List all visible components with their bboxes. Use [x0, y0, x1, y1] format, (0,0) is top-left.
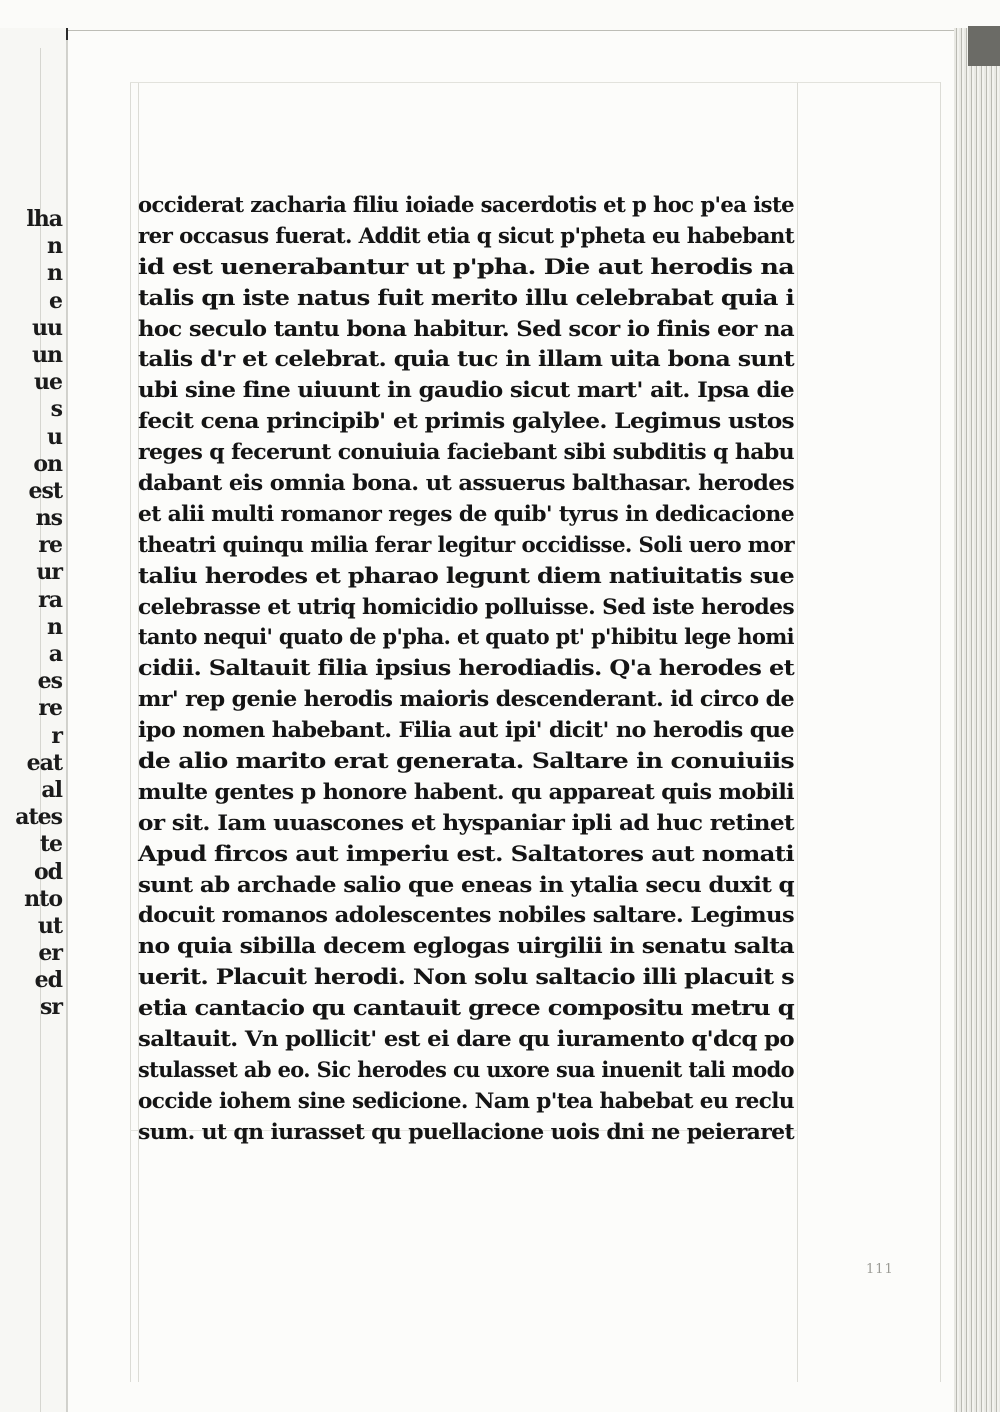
manuscript-line: uerit. Placuit herodi. Non solu saltacio illi placuit s	[138, 964, 794, 990]
previous-page-line: on	[33, 450, 62, 477]
manuscript-line: talis d'r et celebrat. quia tuc in illam uita bona sunt	[138, 346, 794, 372]
previous-page	[0, 28, 68, 1412]
manuscript-line: talis qn iste natus fuit merito illu celebrabat quia i	[138, 284, 794, 310]
manuscript-line: docuit romanos adolescentes nobiles saltare. Legimus	[138, 902, 794, 928]
manuscript-line: id est uenerabantur ut p'pha. Die aut herodis na	[138, 253, 794, 279]
manuscript-line: reges q fecerunt conuiuia faciebant sibi subditis q habu	[138, 439, 794, 465]
manuscript-line: rer occasus fuerat. Addit etia q sicut p'pheta eu habebant	[138, 222, 794, 248]
manuscript-line: Apud fircos aut imperiu est. Saltatores aut nomati	[138, 840, 794, 866]
manuscript-line: sunt ab archade salio que eneas in ytalia secu duxit q	[138, 871, 794, 897]
previous-page-line: ur	[36, 559, 62, 586]
previous-page-line: uu	[32, 314, 62, 341]
manuscript-line: et alii multi romanor reges de quib' tyrus in dedicacione	[138, 500, 794, 526]
previous-page-line: re	[38, 532, 62, 559]
outer-ruling-right	[940, 82, 941, 1382]
manuscript-line: multe gentes p honore habent. qu appareat quis mobili	[138, 778, 794, 804]
manuscript-line: dabant eis omnia bona. ut assuerus balthasar. herodes	[138, 470, 794, 496]
manuscript-line: stulasset ab eo. Sic herodes cu uxore sua inuenit tali modo	[138, 1056, 794, 1082]
manuscript-line: fecit cena principib' et primis galylee. Legimus ustos	[138, 408, 794, 434]
margin-ruling-left	[130, 82, 131, 1382]
manuscript-line: etia cantacio qu cantauit grece compositu metru q	[138, 995, 794, 1021]
manuscript-line: theatri quinqu milia ferar legitur occidisse. Soli uero mor	[138, 531, 794, 557]
previous-page-line: eat	[26, 749, 62, 776]
manuscript-line: taliu herodes et pharao legunt diem natiuitatis sue	[138, 562, 794, 588]
manuscript-line: tanto nequi' quato de p'pha. et quato pt' p'hibitu lege homi	[138, 624, 794, 650]
previous-page-line: ates	[15, 804, 62, 831]
previous-page-line: a	[48, 641, 62, 667]
previous-page-line: ra	[38, 586, 62, 613]
previous-page-line: e	[49, 287, 62, 314]
manuscript-line: de alio marito erat generata. Saltare in conuiuiis	[138, 748, 794, 774]
previous-page-line: te	[39, 831, 62, 858]
previous-page-line: al	[41, 776, 62, 803]
folio-number: 111	[866, 1262, 894, 1277]
manuscript-line: occide iohem sine sedicione. Nam p'tea habebat eu reclu	[138, 1087, 794, 1113]
manuscript-line: hoc seculo tantu bona habitur. Sed scor io finis eor na	[138, 315, 794, 341]
previous-page-line: ed	[34, 967, 62, 994]
manuscript-line: sum. ut qn iurasset qu puellacione uois dni ne peieraret	[138, 1118, 795, 1144]
previous-page-line: nto	[24, 885, 62, 912]
previous-page-line: ue	[34, 369, 62, 396]
previous-page-line: re	[38, 695, 62, 722]
previous-page-line: ut	[37, 912, 62, 939]
previous-page-line: ns	[35, 505, 62, 532]
book-block-edges	[954, 28, 1000, 1412]
manuscript-line: occiderat zacharia filiu ioiade sacerdotis et p hoc p'ea iste	[138, 192, 794, 217]
manuscript-line: or sit. Iam uuascones et hyspaniar ipli ad huc retinet	[138, 809, 795, 835]
previous-page-line: n	[47, 613, 62, 640]
manuscript-line: mr' rep genie herodis maioris descenderant. id circo de	[138, 686, 794, 712]
previous-page-line: lha	[26, 206, 62, 232]
manuscript-line: ubi sine fine uiuunt in gaudio sicut mart' ait. Ipsa die	[138, 377, 794, 403]
previous-page-line: sr	[40, 994, 62, 1021]
previous-page-line: n	[47, 233, 62, 260]
previous-page-line: u	[47, 423, 62, 450]
manuscript-line: celebrasse et utriq homicidio polluisse. Sed iste herodes	[138, 593, 794, 619]
previous-page-line: od	[33, 858, 62, 885]
manuscript-line: ipo nomen habebant. Filia aut ipi' dicit' no herodis que	[138, 717, 794, 743]
previous-page-line: es	[37, 668, 62, 695]
previous-page-line: s	[50, 396, 62, 423]
top-ruling	[130, 82, 940, 83]
previous-page-line: er	[38, 940, 62, 967]
manuscript-text-block	[138, 190, 798, 1148]
previous-page-line: r	[51, 722, 62, 749]
previous-page-line: un	[32, 341, 62, 368]
previous-page-line: est	[28, 477, 62, 504]
previous-page-line: n	[47, 260, 62, 287]
previous-page-text	[2, 206, 62, 1022]
manuscript-line: saltauit. Vn pollicit' est ei dare qu iuramento q'dcq po	[138, 1026, 794, 1052]
manuscript-line: cidii. Saltauit filia ipsius herodiadis. Q'a herodes et	[138, 655, 794, 681]
manuscript-line: no quia sibilla decem eglogas uirgilii in senatu salta	[138, 933, 794, 959]
